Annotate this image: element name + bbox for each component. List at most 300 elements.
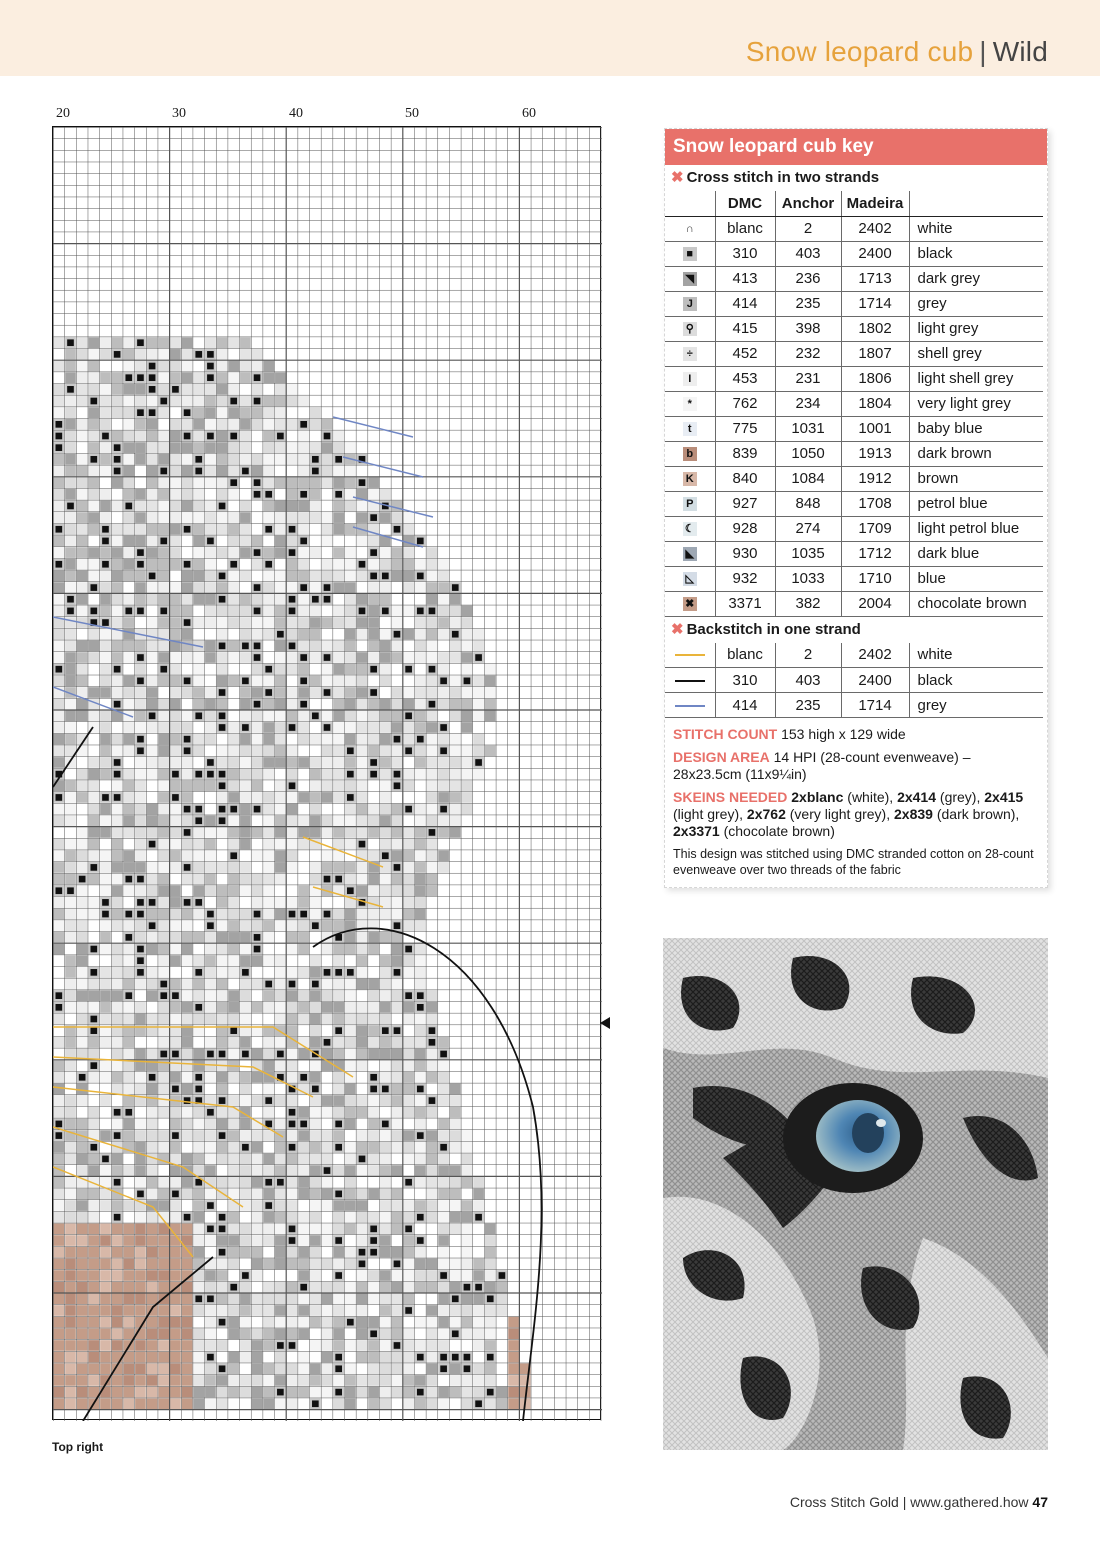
stitch-cell xyxy=(228,1270,239,1281)
stitch-cell xyxy=(333,536,344,547)
stitch-cell xyxy=(240,979,251,990)
stitch-cell xyxy=(263,629,274,640)
stitch-cell xyxy=(135,979,146,990)
stitch-symbol xyxy=(417,1389,424,1396)
stitch-cell xyxy=(287,1375,298,1386)
stitch-cell xyxy=(205,1270,216,1281)
stitch-cell xyxy=(54,1084,65,1095)
stitch-cell xyxy=(345,1328,356,1339)
stitch-symbol xyxy=(207,759,214,766)
stitch-symbol xyxy=(312,596,319,603)
stitch-cell xyxy=(392,1037,403,1048)
stitch-cell xyxy=(357,582,368,593)
stitch-symbol xyxy=(90,864,97,871)
stitch-cell xyxy=(147,454,158,465)
stitch-cell xyxy=(485,699,496,710)
stitch-cell xyxy=(275,1095,286,1106)
stitch-cell xyxy=(333,431,344,442)
stitch-cell xyxy=(228,967,239,978)
stitch-symbol xyxy=(335,1272,342,1279)
stitch-cell xyxy=(54,512,65,523)
stitch-cell xyxy=(345,442,356,453)
stitch-cell xyxy=(380,687,391,698)
stitch-symbol xyxy=(254,479,261,486)
stitch-symbol xyxy=(289,549,296,556)
stitch-symbol xyxy=(324,584,331,591)
stitch-cell xyxy=(158,489,169,500)
stitch-cell xyxy=(54,815,65,826)
stitch-cell xyxy=(240,874,251,885)
stitch-cell xyxy=(357,780,368,791)
stitch-cell xyxy=(287,454,298,465)
stitch-cell xyxy=(263,594,274,605)
stitch-cell xyxy=(123,1084,134,1095)
stitch-cell xyxy=(228,1259,239,1270)
stitch-symbol xyxy=(195,806,202,813)
stitch-cell xyxy=(147,419,158,430)
stitch-cell xyxy=(112,652,123,663)
stitch-symbol xyxy=(289,1342,296,1349)
stitch-cell xyxy=(88,769,99,780)
stitch-cell xyxy=(100,489,111,500)
stitch-cell xyxy=(100,1270,111,1281)
stitch-cell xyxy=(65,676,76,687)
symbol-column-header xyxy=(665,191,715,216)
stitch-cell xyxy=(193,1200,204,1211)
stitch-symbol xyxy=(405,747,412,754)
stitch-cell xyxy=(147,780,158,791)
stitch-cell xyxy=(65,711,76,722)
stitch-symbol xyxy=(90,1062,97,1069)
stitch-cell xyxy=(287,874,298,885)
stitch-cell xyxy=(263,944,274,955)
stitch-cell xyxy=(473,1375,484,1386)
thread-row xyxy=(665,491,1043,516)
stitch-cell xyxy=(415,862,426,873)
stitch-cell xyxy=(438,629,449,640)
stitch-cell xyxy=(158,757,169,768)
stitch-cell xyxy=(252,1037,263,1048)
stitch-cell xyxy=(240,617,251,628)
stitch-cell xyxy=(310,1235,321,1246)
stitch-cell xyxy=(147,1130,158,1141)
stitch-cell xyxy=(112,920,123,931)
stitch-cell xyxy=(438,1072,449,1083)
stitch-cell xyxy=(54,407,65,418)
stitch-cell xyxy=(462,641,473,652)
stitch-symbol xyxy=(219,503,226,510)
stitch-cell xyxy=(333,652,344,663)
stitch-cell xyxy=(392,1282,403,1293)
stitch-cell xyxy=(450,1340,461,1351)
stitch-cell xyxy=(275,1200,286,1211)
stitch-cell xyxy=(310,815,321,826)
stitch-cell xyxy=(77,1247,88,1258)
stitch-cell xyxy=(427,1270,438,1281)
stitch-symbol xyxy=(172,771,179,778)
stitch-cell xyxy=(123,407,134,418)
stitch-cell xyxy=(345,1224,356,1235)
stitch-cell xyxy=(100,920,111,931)
stitch-cell xyxy=(240,944,251,955)
stitch-cell xyxy=(77,1224,88,1235)
stitch-cell xyxy=(310,932,321,943)
stitch-cell xyxy=(65,1259,76,1270)
stitch-cell xyxy=(403,1002,414,1013)
stitch-cell xyxy=(275,1235,286,1246)
stitch-cell xyxy=(217,1259,228,1270)
stitch-cell xyxy=(135,431,146,442)
stitch-cell xyxy=(263,1014,274,1025)
stitch-symbol xyxy=(114,1179,121,1186)
stitch-cell xyxy=(170,979,181,990)
stitch-cell xyxy=(380,641,391,652)
stitch-cell xyxy=(217,699,228,710)
stitch-cell xyxy=(112,815,123,826)
stitch-cell xyxy=(415,559,426,570)
stitch-cell xyxy=(322,815,333,826)
stitch-cell xyxy=(252,466,263,477)
stitch-cell xyxy=(298,1189,309,1200)
stitch-cell xyxy=(252,1247,263,1258)
stitch-cell xyxy=(77,1282,88,1293)
stitch-symbol xyxy=(207,538,214,545)
stitch-cell xyxy=(427,1200,438,1211)
stitch-symbol xyxy=(335,1027,342,1034)
stitch-cell xyxy=(205,454,216,465)
stitch-cell xyxy=(497,1328,508,1339)
stitch-symbol xyxy=(300,1284,307,1291)
stitch-cell xyxy=(450,1107,461,1118)
stitch-cell xyxy=(357,932,368,943)
stitch-cell xyxy=(65,955,76,966)
stitch-cell xyxy=(182,372,193,383)
stitch-symbol xyxy=(335,1191,342,1198)
stitch-cell xyxy=(147,1352,158,1363)
stitch-cell xyxy=(240,769,251,780)
stitch-cell xyxy=(77,909,88,920)
stitch-cell xyxy=(65,466,76,477)
stitch-cell xyxy=(345,1387,356,1398)
stitch-symbol xyxy=(417,1214,424,1221)
stitch-cell xyxy=(380,885,391,896)
madeira-cell: 2402 xyxy=(841,216,909,241)
stitch-cell xyxy=(368,1189,379,1200)
stitch-cell xyxy=(158,1165,169,1176)
stitch-cell xyxy=(368,1119,379,1130)
stitch-cell xyxy=(415,1340,426,1351)
stitch-cell xyxy=(287,944,298,955)
stitch-cell xyxy=(392,652,403,663)
stitch-cell xyxy=(462,1130,473,1141)
thread-symbol-icon: ☾ xyxy=(683,522,697,536)
stitch-cell xyxy=(345,827,356,838)
stitch-cell xyxy=(240,1165,251,1176)
stitch-cell xyxy=(112,1037,123,1048)
stitch-cell xyxy=(357,1107,368,1118)
stitch-cell xyxy=(322,1095,333,1106)
stitch-cell xyxy=(310,547,321,558)
stitch-cell xyxy=(228,384,239,395)
stitch-cell xyxy=(205,664,216,675)
stitch-cell xyxy=(240,1060,251,1071)
stitch-cell xyxy=(158,967,169,978)
stitch-cell xyxy=(65,1387,76,1398)
stitch-cell xyxy=(368,1130,379,1141)
stitch-symbol xyxy=(79,876,86,883)
stitch-cell xyxy=(357,512,368,523)
stitch-cell xyxy=(322,804,333,815)
stitch-cell xyxy=(240,536,251,547)
stitch-cell xyxy=(193,792,204,803)
stitch-cell xyxy=(252,815,263,826)
stitch-cell xyxy=(462,652,473,663)
stitch-cell xyxy=(263,722,274,733)
stitch-cell xyxy=(100,396,111,407)
stitch-symbol xyxy=(114,1109,121,1116)
stitch-cell xyxy=(368,944,379,955)
stitch-cell xyxy=(275,955,286,966)
stitch-cell xyxy=(158,1282,169,1293)
stitch-cell xyxy=(54,337,65,348)
stitch-cell xyxy=(88,885,99,896)
stitch-cell xyxy=(112,571,123,582)
stitch-cell xyxy=(322,1025,333,1036)
stitch-cell xyxy=(88,1270,99,1281)
stitch-cell xyxy=(112,641,123,652)
stitch-cell xyxy=(415,652,426,663)
stitch-cell xyxy=(263,1340,274,1351)
stitch-cell xyxy=(403,1328,414,1339)
stitch-cell xyxy=(88,1224,99,1235)
stitch-cell xyxy=(112,745,123,756)
stitch-symbol xyxy=(219,689,226,696)
stitch-cell xyxy=(252,1189,263,1200)
stitch-cell xyxy=(65,1328,76,1339)
stitch-cell xyxy=(240,512,251,523)
stitch-symbol xyxy=(172,1132,179,1139)
stitch-cell xyxy=(252,442,263,453)
stitch-cell xyxy=(333,990,344,1001)
stitch-cell xyxy=(310,442,321,453)
stitch-cell xyxy=(357,1142,368,1153)
stitch-cell xyxy=(450,1095,461,1106)
stitch-cell xyxy=(392,559,403,570)
stitch-cell xyxy=(88,711,99,722)
stitch-cell xyxy=(170,1002,181,1013)
stitch-cell xyxy=(100,372,111,383)
stitch-cell xyxy=(77,1165,88,1176)
stitch-cell xyxy=(450,1259,461,1270)
stitch-cell xyxy=(392,1014,403,1025)
stitch-cell xyxy=(193,932,204,943)
stitch-cell xyxy=(147,524,158,535)
stitch-symbol xyxy=(475,1284,482,1291)
stitch-cell xyxy=(228,1212,239,1223)
stitch-cell xyxy=(54,1177,65,1188)
stitch-cell xyxy=(427,1305,438,1316)
stitch-cell xyxy=(380,524,391,535)
stitch-symbol xyxy=(417,1132,424,1139)
stitch-cell xyxy=(240,1084,251,1095)
stitch-cell xyxy=(54,536,65,547)
stitch-cell xyxy=(427,780,438,791)
column-label: 50 xyxy=(405,106,419,121)
stitch-symbol xyxy=(312,1400,319,1407)
stitch-cell xyxy=(368,711,379,722)
stitch-cell xyxy=(287,676,298,687)
stitch-cell xyxy=(380,780,391,791)
stitch-cell xyxy=(100,1200,111,1211)
stitch-cell xyxy=(473,1340,484,1351)
stitch-cell xyxy=(298,512,309,523)
stitch-cell xyxy=(123,559,134,570)
stitch-cell xyxy=(322,1247,333,1258)
stitch-cell xyxy=(240,559,251,570)
stitch-cell xyxy=(310,1189,321,1200)
stitch-cell xyxy=(77,1375,88,1386)
stitch-cell xyxy=(193,676,204,687)
stitch-symbol xyxy=(312,1086,319,1093)
stitch-symbol xyxy=(300,678,307,685)
stitch-symbol xyxy=(125,876,132,883)
stitch-cell xyxy=(392,897,403,908)
stitch-symbol xyxy=(195,713,202,720)
stitch-cell xyxy=(392,606,403,617)
stitch-cell xyxy=(252,850,263,861)
stitch-cell xyxy=(462,1212,473,1223)
stitch-cell xyxy=(333,1212,344,1223)
stitch-cell xyxy=(193,1375,204,1386)
stitch-cell xyxy=(438,1305,449,1316)
stitch-cell xyxy=(135,489,146,500)
stitch-symbol xyxy=(56,433,63,440)
stitch-symbol xyxy=(114,759,121,766)
stitch-cell xyxy=(263,582,274,593)
stitch-cell xyxy=(275,617,286,628)
stitch-cell xyxy=(217,629,228,640)
stitch-symbol xyxy=(289,596,296,603)
stitch-cell xyxy=(287,1352,298,1363)
stitch-cell xyxy=(310,1224,321,1235)
stitch-cell xyxy=(65,792,76,803)
stitch-cell xyxy=(54,874,65,885)
stitch-cell xyxy=(54,850,65,861)
stitch-cell xyxy=(170,1270,181,1281)
stitch-symbol xyxy=(230,1027,237,1034)
stitch-cell xyxy=(77,629,88,640)
stitch-cell xyxy=(403,582,414,593)
stitch-cell xyxy=(298,839,309,850)
stitch-symbol xyxy=(254,806,261,813)
stitch-cell xyxy=(287,769,298,780)
stitch-cell xyxy=(100,477,111,488)
stitch-cell xyxy=(88,850,99,861)
stitch-cell xyxy=(54,1352,65,1363)
stitch-cell xyxy=(193,757,204,768)
stitch-cell xyxy=(228,349,239,360)
stitch-cell xyxy=(462,1142,473,1153)
stitch-cell xyxy=(275,920,286,931)
stitch-cell xyxy=(100,1282,111,1293)
stitch-cell xyxy=(193,396,204,407)
stitch-symbol xyxy=(300,538,307,545)
stitch-cell xyxy=(170,1177,181,1188)
stitch-symbol xyxy=(324,724,331,731)
stitch-cell xyxy=(263,1189,274,1200)
stitch-cell xyxy=(65,524,76,535)
stitch-symbol xyxy=(137,946,144,953)
stitch-cell xyxy=(415,617,426,628)
stitch-symbol xyxy=(184,678,191,685)
stitch-cell xyxy=(380,1398,391,1409)
stitch-cell xyxy=(368,1282,379,1293)
stitch-cell xyxy=(345,629,356,640)
stitch-cell xyxy=(252,792,263,803)
stitch-cell xyxy=(275,372,286,383)
stitch-cell xyxy=(112,1259,123,1270)
stitch-cell xyxy=(310,967,321,978)
stitch-cell xyxy=(135,1072,146,1083)
stitch-cell xyxy=(240,955,251,966)
stitch-cell xyxy=(205,559,216,570)
stitch-cell xyxy=(333,687,344,698)
stitch-cell xyxy=(228,1107,239,1118)
stitch-symbol xyxy=(289,981,296,988)
stitch-cell xyxy=(473,687,484,698)
stitch-cell xyxy=(345,1247,356,1258)
stitch-cell xyxy=(182,909,193,920)
stitch-cell xyxy=(427,792,438,803)
stitch-cell xyxy=(310,1363,321,1374)
stitch-cell xyxy=(380,1375,391,1386)
stitch-cell xyxy=(298,862,309,873)
stitch-cell xyxy=(263,1270,274,1281)
stitch-cell xyxy=(310,524,321,535)
thread-name-cell: very light grey xyxy=(909,391,1043,416)
stitch-cell xyxy=(158,722,169,733)
stitch-symbol xyxy=(149,386,156,393)
stitch-cell xyxy=(240,1328,251,1339)
stitch-cell xyxy=(123,1375,134,1386)
stitch-cell xyxy=(275,827,286,838)
stitch-cell xyxy=(217,1387,228,1398)
stitch-cell xyxy=(65,1212,76,1223)
stitch-cell xyxy=(228,501,239,512)
stitch-cell xyxy=(287,1270,298,1281)
stitch-cell xyxy=(170,862,181,873)
stitch-symbol xyxy=(324,1167,331,1174)
stitch-cell xyxy=(403,559,414,570)
stitch-symbol xyxy=(184,1097,191,1104)
stitch-symbol xyxy=(195,1086,202,1093)
stitch-cell xyxy=(182,1294,193,1305)
stitch-cell xyxy=(123,349,134,360)
stitch-cell xyxy=(123,1212,134,1223)
stitch-cell xyxy=(54,1387,65,1398)
stitch-cell xyxy=(298,1375,309,1386)
stitch-symbol xyxy=(417,538,424,545)
stitch-cell xyxy=(88,361,99,372)
stitch-cell xyxy=(112,990,123,1001)
stitch-symbol xyxy=(219,1132,226,1139)
stitch-cell xyxy=(368,874,379,885)
stitch-cell xyxy=(170,885,181,896)
stitch-cell xyxy=(263,792,274,803)
stitch-cell xyxy=(263,1130,274,1141)
stitch-cell xyxy=(112,536,123,547)
stitch-symbol xyxy=(300,1074,307,1081)
